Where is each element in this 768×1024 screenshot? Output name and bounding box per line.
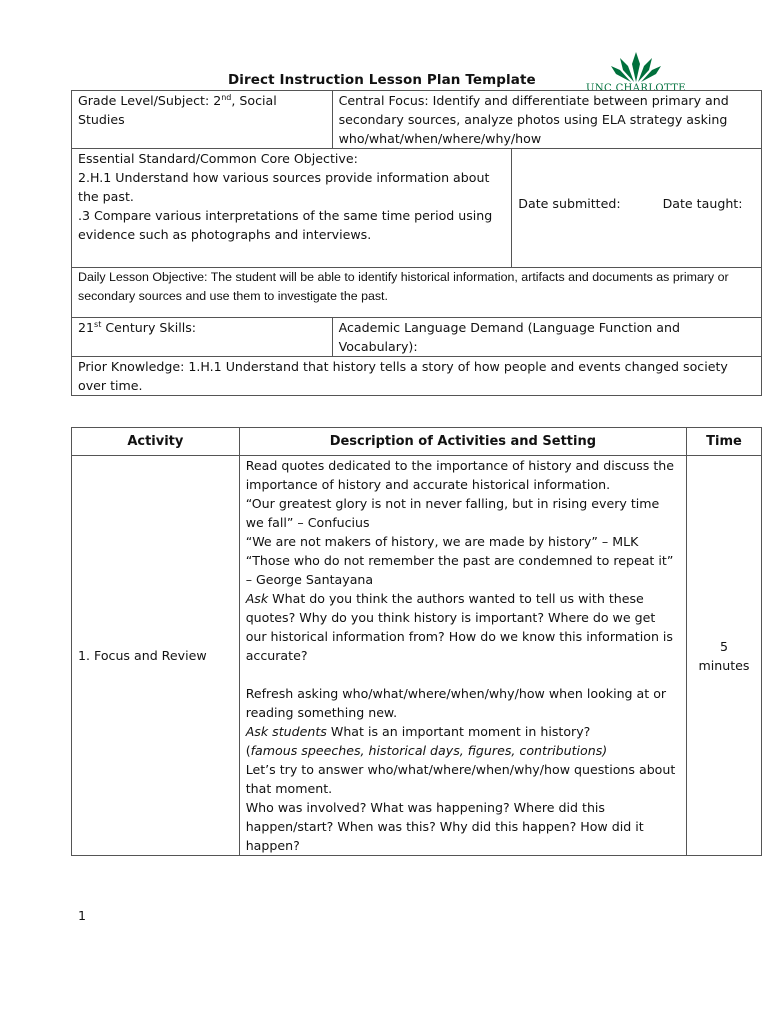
- ask-paragraph: [246, 589, 680, 665]
- quote-confucius: “Our greatest glory is not in never falling, but in rising every time we fall” – Confucius: [245, 496, 660, 530]
- ask-label: Ask: [245, 591, 269, 606]
- ask-students-text: What is an important moment in history?: [326, 724, 591, 739]
- grade-level-cell: [72, 91, 333, 149]
- grade-level-rest: , Social Studies: [78, 93, 277, 127]
- century-skills-cell: [72, 318, 333, 357]
- century-skills-sup: st: [94, 319, 102, 329]
- date-taught-label: Date taught:: [662, 195, 743, 211]
- questions-paragraph: Who was involved? What was happening? Where did this happen/start? When was this? Why did this happen? How did it happen?: [245, 800, 644, 853]
- activity-description: [239, 456, 686, 856]
- activity-name: 1. Focus and Review: [72, 456, 240, 856]
- document-title: Direct Instruction Lesson Plan Template: [228, 72, 536, 88]
- logo-text: UNC CHARLOTTE: [586, 83, 686, 94]
- intro-paragraph: Read quotes dedicated to the importance of history and discuss the importance of history and accurate historical information.: [245, 458, 675, 492]
- ask-students-label: Ask students: [245, 724, 327, 739]
- standard-heading: Essential Standard/Common Core Objective:: [78, 151, 358, 166]
- time-header: Time: [687, 428, 762, 456]
- central-focus-cell: Central Focus: Identify and differentiate between primary and secondary sources, analyze photos using ELA strategy asking who/what/when/where/why/how: [332, 91, 761, 149]
- time-unit: minutes: [698, 657, 750, 673]
- examples-text: (famous speeches, historical days, figures, contributions): [245, 743, 608, 758]
- description-header: Description of Activities and Setting: [239, 428, 686, 456]
- activities-table: [71, 427, 762, 856]
- refresh-paragraph: Refresh asking who/what/where/when/why/how when looking at or reading something new.: [245, 686, 667, 720]
- standard-objective-2: .3 Compare various interpretations of the same time period using evidence such as photographs and interviews.: [78, 208, 493, 242]
- prior-knowledge-cell: Prior Knowledge: 1.H.1 Understand that history tells a story of how people and events changed society over time.: [72, 357, 762, 396]
- date-cell: [512, 149, 762, 268]
- century-skills-label: 21: [78, 320, 95, 335]
- academic-language-cell: Academic Language Demand (Language Function and Vocabulary):: [332, 318, 761, 357]
- standard-objective-1: 2.H.1 Understand how various sources provide information about the past.: [78, 170, 490, 204]
- daily-objective-cell: Daily Lesson Objective: The student will be able to identify historical information, artifacts and documents as primary or secondary sources and use them to investigate the past.: [72, 268, 762, 318]
- grade-level-sup: nd: [221, 92, 232, 102]
- century-skills-rest: Century Skills:: [101, 320, 197, 335]
- standard-cell: [72, 149, 512, 268]
- crown-icon: [610, 50, 662, 84]
- lesson-plan-table: [71, 90, 762, 396]
- activity-header: Activity: [72, 428, 240, 456]
- grade-level-label: Grade Level/Subject: 2: [78, 93, 222, 108]
- quote-santayana: “Those who do not remember the past are condemned to repeat it” – George Santayana: [245, 553, 674, 587]
- ask-text: What do you think the authors wanted to tell us with these quotes? Why do you think history is important? Where do we get our historical information from? How do we know this information is accurate?: [245, 591, 673, 663]
- quote-mlk: “We are not makers of history, we are made by history” – MLK: [245, 534, 639, 549]
- unc-charlotte-logo: [584, 50, 688, 94]
- page-number: 1: [78, 908, 87, 923]
- lets-try-paragraph: Let’s try to answer who/what/where/when/why/how questions about that moment.: [245, 762, 676, 796]
- date-submitted-label: Date submitted:: [518, 195, 621, 211]
- activity-row: [72, 456, 762, 856]
- time-value: 5: [720, 638, 729, 654]
- ask-students-paragraph: [246, 722, 680, 741]
- activity-time: [687, 456, 762, 856]
